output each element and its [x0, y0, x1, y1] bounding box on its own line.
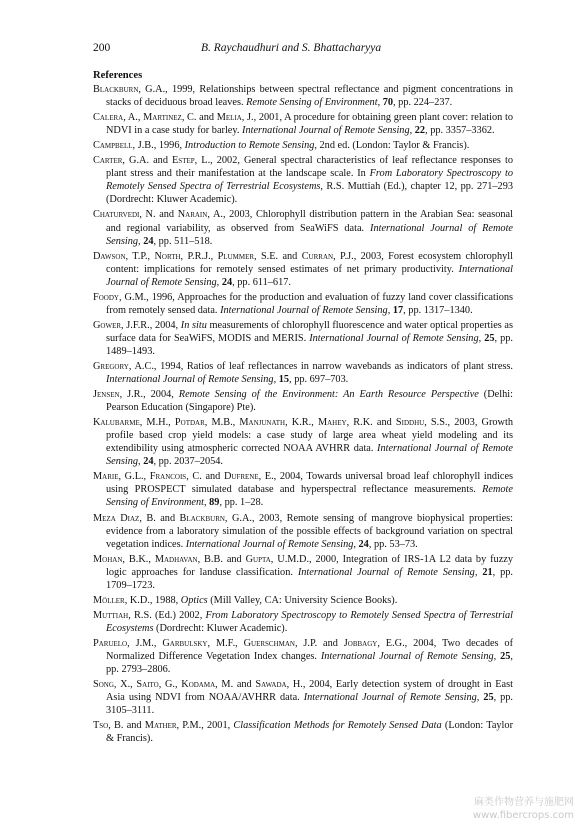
reference-text-segment: International Journal of Remote Sensing: [320, 650, 494, 662]
reference-text-segment: , G.M., 1996, Approaches for the production and evaluation of fuzzy land cover classifications from remotely sensed data.: [106, 291, 513, 316]
reference-text-segment: Paruelo: [93, 637, 128, 649]
reference-entry: [93, 416, 513, 468]
reference-text-segment: , A.C., 1994, Ratios of leaf reflectances in narrow wavebands as indicators of plant stress.: [128, 360, 513, 372]
reference-text-segment: , E., 2004, Towards universal broad leaf chlorophyll indices using PROSPECT simulated database and hyperspectral reflectance measurements.: [106, 471, 514, 496]
references-section: [93, 69, 513, 747]
reference-entry: [93, 678, 513, 717]
reference-text-segment: Guerschman: [243, 637, 295, 649]
reference-text-segment: International Journal of Remote Sensing: [106, 222, 513, 247]
reference-text-segment: , K.R.,: [285, 417, 318, 429]
reference-text-segment: , C. and: [181, 112, 217, 124]
reference-text-segment: Dufrene: [223, 471, 259, 483]
reference-text-segment: International Journal of Remote Sensing: [297, 566, 475, 578]
reference-text-segment: , S.E. and: [254, 250, 302, 262]
reference-text-segment: Gupta: [245, 553, 271, 565]
reference-entry: [93, 719, 513, 745]
reference-text-segment: Blackburn: [179, 512, 225, 524]
reference-text-segment: , B.K.,: [122, 553, 155, 565]
reference-text-segment: , A., 2003, Chlorophyll distribution pattern in the Arabian Sea: seasonal and regional variability, as observed from SeaWiFS data.: [106, 209, 513, 234]
reference-text-segment: Carter: [93, 155, 123, 167]
reference-text-segment: Mohan: [93, 553, 123, 565]
reference-text-segment: , T.P.,: [125, 250, 155, 262]
reference-text-segment: Jensen: [93, 389, 120, 401]
reference-text-segment: ,: [353, 538, 359, 550]
reference-text-segment: 21: [482, 566, 493, 578]
reference-text-segment: ,: [138, 235, 144, 247]
reference-text-segment: , pp. 1709–1723.: [106, 566, 513, 591]
reference-text-segment: , U.M.D., 2000, Integration of IRS-1A L2 data by fuzzy logic approaches for landuse classification.: [106, 553, 513, 578]
reference-text-segment: 24: [143, 235, 154, 247]
reference-text-segment: Narain: [177, 209, 208, 221]
reference-entry: [93, 111, 513, 137]
reference-text-segment: , J.B., 1996,: [132, 140, 185, 152]
reference-text-segment: Garbulsky: [162, 637, 208, 649]
reference-entry: [93, 388, 513, 414]
reference-entry: [93, 319, 513, 358]
reference-text-segment: , G.A., 2003, Remote sensing of mangrove biophysical properties: evidence from a laboratory simulation of the possible effects of background variation on spectral vegetation indices.: [106, 512, 514, 550]
reference-text-segment: , M. and: [215, 679, 256, 691]
reference-text-segment: , G.,: [158, 679, 182, 691]
reference-text-segment: ,: [478, 332, 485, 344]
reference-text-segment: Francois: [149, 471, 187, 483]
watermark: [473, 796, 574, 822]
reference-text-segment: Remote Sensing of Environment: [106, 484, 513, 509]
references-heading: References: [93, 70, 143, 81]
reference-text-segment: Campbell: [93, 140, 133, 152]
reference-text-segment: (London: Taylor & Francis).: [106, 720, 513, 745]
reference-text-segment: , pp. 611–617.: [232, 276, 291, 288]
reference-entry: [93, 512, 513, 551]
reference-text-segment: ,: [216, 276, 222, 288]
reference-text-segment: Tso: [93, 720, 109, 732]
reference-text-segment: , J.F.R., 2004,: [121, 319, 181, 331]
reference-text-segment: 24: [221, 276, 233, 288]
reference-text-segment: (Dordrecht: Kluwer Academic).: [153, 622, 288, 634]
reference-text-segment: , L., 2002, General spectral characteristics of leaf reflectance responses to plant stress and their manifestation at the landscape scale. In: [106, 155, 513, 180]
reference-text-segment: ,: [409, 125, 415, 137]
reference-text-segment: Saito: [136, 679, 159, 691]
reference-text-segment: Remote Sensing of Environment: [246, 97, 378, 109]
reference-text-segment: Estep: [172, 155, 195, 167]
reference-text-segment: ,: [138, 456, 144, 468]
reference-text-segment: Muttiah: [93, 609, 129, 621]
reference-text-segment: , pp. 2793–2806.: [106, 650, 513, 676]
reference-text-segment: ,: [387, 304, 393, 316]
reference-text-segment: , P.M., 2001,: [176, 720, 234, 732]
reference-text-segment: Remote Sensing of the Environment: An Earth Resource Perspective: [178, 389, 479, 401]
reference-text-segment: , M.H.,: [139, 417, 175, 429]
reference-text-segment: Jobbagy: [343, 637, 378, 649]
reference-entry: [93, 154, 513, 206]
reference-text-segment: , R.S. (Ed.) 2002,: [128, 609, 206, 621]
reference-text-segment: , G.A. and: [122, 155, 173, 167]
reference-text-segment: Classification Methods for Remotely Sensed Data: [233, 720, 442, 732]
reference-text-segment: International Journal of Remote Sensing: [242, 125, 410, 137]
reference-text-segment: , G.L.,: [118, 471, 150, 483]
reference-text-segment: , pp. 224–237.: [393, 97, 453, 109]
reference-text-segment: , H., 2004, Early detection system of drought in East Asia using NDVI from NOAA/AVHRR data.: [106, 679, 513, 704]
reference-text-segment: Kalubarme: [93, 417, 140, 429]
reference-entry: [93, 208, 513, 247]
reference-text-segment: ,: [493, 650, 501, 662]
reference-text-segment: Optics: [180, 594, 208, 606]
reference-list: [93, 83, 513, 745]
reference-text-segment: , K.D., 1988,: [124, 594, 181, 606]
reference-text-segment: 70: [382, 97, 394, 109]
reference-text-segment: measurements of chlorophyll fluorescence and water optical properties as surface data for SeaWiFS, MODIS and MERIS.: [106, 319, 514, 344]
reference-entry: [93, 637, 513, 676]
reference-text-segment: Kodama: [181, 679, 216, 691]
reference-text-segment: (Delhi: Pearson Education (Singapore) Pte).: [106, 389, 513, 414]
reference-text-segment: North: [154, 250, 181, 262]
reference-text-segment: , B. and: [108, 720, 145, 732]
reference-text-segment: , pp. 697–703.: [289, 374, 349, 386]
reference-text-segment: , pp. 2037–2054.: [153, 456, 224, 468]
reference-text-segment: 22: [414, 125, 426, 137]
reference-text-segment: , P.J., 2003, Forest ecosystem chlorophyll content: implications for remotely sensed estimates of net primary productivity.: [106, 250, 513, 275]
reference-entry: [93, 470, 513, 509]
reference-text-segment: Blackburn: [93, 84, 139, 96]
reference-text-segment: ,: [476, 692, 484, 704]
reference-entry: [93, 553, 513, 592]
reference-text-segment: Manjunath: [239, 417, 286, 429]
reference-text-segment: , pp. 3357–3362.: [425, 125, 495, 137]
page-number: 200: [93, 42, 111, 54]
reference-text-segment: , M.B.,: [204, 417, 240, 429]
reference-text-segment: , pp. 1489–1493.: [106, 332, 513, 357]
reference-text-segment: Dawson: [93, 250, 126, 262]
reference-text-segment: International Journal of Remote Sensing: [220, 304, 388, 316]
reference-text-segment: Siddhu: [395, 417, 425, 429]
reference-text-segment: , B. and: [139, 512, 180, 524]
reference-text-segment: Mahey: [317, 417, 347, 429]
reference-entry: [93, 83, 513, 109]
reference-text-segment: From Laboratory Spectroscopy to Remotely Sensed Spectra of Terrestrial Ecosystems: [106, 609, 513, 634]
reference-text-segment: Meza Diaz: [93, 512, 140, 524]
reference-text-segment: ,: [377, 97, 383, 109]
reference-text-segment: ,: [204, 497, 210, 509]
reference-text-segment: , 2nd ed. (London: Taylor & Francis).: [314, 140, 470, 152]
reference-text-segment: ,: [474, 566, 483, 578]
reference-text-segment: From Laboratory Spectroscopy to Remotely Sensed Spectra of Terrestrial Ecosystems: [106, 168, 513, 193]
running-title: B. Raychaudhuri and S. Bhattacharyya: [201, 42, 382, 54]
reference-text-segment: , N. and: [139, 209, 178, 221]
reference-entry: [93, 139, 513, 152]
reference-entry: [93, 250, 513, 289]
reference-text-segment: Martinez: [143, 112, 182, 124]
reference-text-segment: , pp. 3105–3111.: [106, 692, 514, 717]
reference-text-segment: , pp. 1–28.: [219, 497, 264, 509]
reference-text-segment: International Journal of Remote Sensing: [106, 443, 513, 468]
reference-text-segment: 25: [500, 650, 511, 662]
reference-text-segment: Marie: [93, 471, 119, 483]
reference-text-segment: International Journal of Remote Sensing: [309, 332, 479, 344]
reference-text-segment: , pp. 53–73.: [368, 538, 418, 550]
running-header: [93, 42, 513, 58]
reference-text-segment: Möller: [93, 594, 125, 606]
reference-text-segment: Potdar: [174, 417, 205, 429]
reference-text-segment: Gower: [93, 319, 122, 331]
reference-entry: [93, 609, 513, 635]
reference-text-segment: , E.G., 2004, Two decades of Normalized Difference Vegetation Index changes.: [106, 637, 513, 662]
reference-text-segment: Melia: [216, 112, 242, 124]
reference-text-segment: Curran: [301, 250, 334, 262]
reference-text-segment: , pp. 511–518.: [153, 235, 213, 247]
reference-text-segment: Gregory: [93, 360, 129, 372]
reference-text-segment: , J., 2001, A procedure for obtaining green plant cover: relation to NDVI in a case study for barley.: [106, 112, 514, 137]
reference-text-segment: , P.R.J.,: [180, 250, 218, 262]
reference-text-segment: , pp. 1317–1340.: [403, 304, 473, 316]
reference-text-segment: , S.S., 2003, Growth profile based crop yield models: a case study of large area wheat yield modeling and its extendibility using atmospheric corrected NOAA AVHRR data.: [106, 417, 513, 455]
reference-text-segment: Madhavan: [154, 553, 198, 565]
reference-text-segment: , R.S. Muttiah (Ed.), chapter 12, pp. 271–293 (Dordrecht: Kluwer Academic).: [106, 181, 513, 206]
reference-text-segment: , G.A., 1999, Relationships between spectral reflectance and pigment concentrations in stacks of deciduous broad leaves.: [106, 84, 513, 109]
reference-text-segment: Calera: [93, 112, 124, 124]
reference-text-segment: ,: [273, 374, 279, 386]
reference-entry: [93, 360, 513, 386]
reference-text-segment: 15: [278, 374, 290, 386]
reference-text-segment: 24: [358, 538, 369, 550]
reference-text-segment: International Journal of Remote Sensing: [106, 374, 274, 386]
reference-text-segment: , J.M.,: [127, 637, 163, 649]
reference-text-segment: International Journal of Remote Sensing: [185, 538, 354, 550]
reference-text-segment: , X.,: [113, 679, 137, 691]
reference-text-segment: , R.K. and: [346, 417, 396, 429]
reference-entry: [93, 291, 513, 317]
reference-text-segment: (Mill Valley, CA: University Science Books).: [207, 594, 398, 606]
reference-text-segment: 24: [143, 456, 154, 468]
reference-text-segment: Introduction to Remote Sensing: [184, 140, 315, 152]
watermark-url: www.fibercrops.com: [472, 810, 574, 821]
reference-text-segment: 25: [483, 692, 494, 704]
reference-text-segment: 89: [209, 497, 220, 509]
reference-text-segment: , J.P. and: [294, 637, 344, 649]
reference-text-segment: , B.B. and: [197, 553, 246, 565]
reference-text-segment: Mather: [144, 720, 177, 732]
reference-text-segment: Foody: [93, 291, 119, 303]
reference-text-segment: 25: [484, 332, 495, 344]
reference-text-segment: 17: [392, 304, 404, 316]
reference-text-segment: , J.R., 2004,: [119, 389, 179, 401]
reference-text-segment: Chaturvedi: [93, 209, 140, 221]
reference-text-segment: International Journal of Remote Sensing: [106, 263, 513, 288]
reference-text-segment: , M.F.,: [207, 637, 244, 649]
reference-text-segment: Plummer: [217, 250, 255, 262]
reference-entry: [93, 594, 513, 607]
reference-text-segment: Song: [93, 679, 114, 691]
reference-text-segment: , C. and: [186, 471, 224, 483]
reference-text-segment: , A.,: [123, 112, 144, 124]
reference-text-segment: International Journal of Remote Sensing: [303, 692, 477, 704]
reference-text-segment: In situ: [180, 319, 207, 331]
reference-text-segment: Sawada: [255, 679, 287, 691]
watermark-site-name: 麻类作物营养与施肥网: [474, 797, 574, 808]
